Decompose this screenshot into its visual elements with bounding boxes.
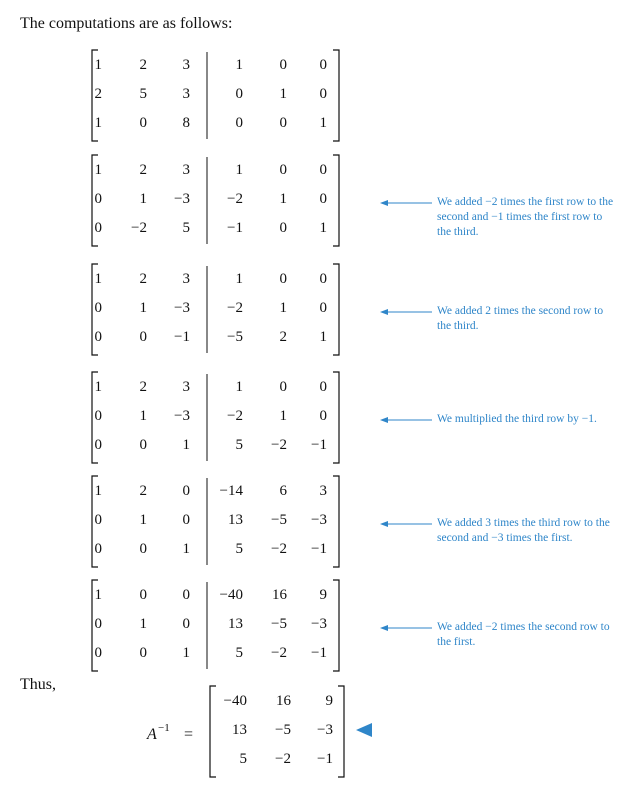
right-bracket — [333, 580, 339, 671]
annotation-text: We added 2 times the second row to the third. — [437, 305, 604, 332]
matrix-entry: 2 — [139, 271, 147, 287]
matrix-entry: −1 — [311, 541, 327, 557]
matrix-entry: 0 — [139, 587, 147, 603]
augmented-matrix-6 — [95, 587, 328, 661]
matrix-entry: −40 — [219, 587, 243, 603]
matrix-entry: −3 — [174, 191, 190, 207]
matrix-entry: 0 — [94, 512, 102, 528]
annotation-arrow-head — [380, 521, 388, 527]
matrix-entry: −5 — [271, 616, 287, 632]
matrix-entry: −1 — [311, 437, 327, 453]
annotation-arrow-head — [380, 625, 388, 631]
matrix-entry: 1 — [94, 115, 102, 131]
matrix-entry: 0 — [94, 541, 102, 557]
matrix-entry: 0 — [139, 541, 147, 557]
annotation-text: We added 3 times the third row to the second and −3 times the first. — [437, 517, 610, 544]
matrix-entry: 2 — [279, 329, 287, 345]
matrix-entry: 5 — [182, 220, 190, 236]
matrix-entry: 2 — [139, 379, 147, 395]
matrix-entry: 5 — [235, 541, 243, 557]
matrix-entry: 2 — [139, 57, 147, 73]
matrix-entry: −2 — [227, 300, 243, 316]
annotation-text: We added −2 times the first row to the second and −1 times the first row to the third. — [437, 196, 614, 238]
matrix-entry: 1 — [139, 191, 147, 207]
augmented-matrix-3 — [95, 271, 328, 345]
matrix-entry: 8 — [182, 115, 190, 131]
matrix-entry: 0 — [182, 512, 190, 528]
matrix-entry: 0 — [94, 437, 102, 453]
matrix-entry: 0 — [319, 57, 327, 73]
annotation-text: We added −2 times the second row to the first. — [437, 621, 610, 648]
matrix-entry: 5 — [235, 437, 243, 453]
matrix-entry: 0 — [279, 57, 287, 73]
matrix-entry: −1 — [317, 751, 333, 767]
matrix-entry: 16 — [276, 693, 291, 709]
matrix-entry: 0 — [139, 437, 147, 453]
matrix-entry: −3 — [311, 512, 327, 528]
equals-sign: = — [184, 726, 194, 743]
matrix-entry: 0 — [94, 191, 102, 207]
matrix-entry: 5 — [235, 645, 243, 661]
right-bracket — [333, 155, 339, 246]
matrix-entry: 0 — [319, 191, 327, 207]
matrix-entry: 1 — [319, 220, 327, 236]
matrix-entry: −3 — [311, 616, 327, 632]
right-bracket — [333, 264, 339, 355]
matrix-entry: −5 — [271, 512, 287, 528]
matrix-entry: −2 — [227, 408, 243, 424]
matrix-entry: 1 — [94, 379, 102, 395]
matrix-entry: 1 — [139, 300, 147, 316]
matrix-entry: 0 — [279, 220, 287, 236]
matrix-entry: 1 — [279, 300, 287, 316]
matrix-entry: 13 — [228, 616, 243, 632]
matrix-entry: 0 — [182, 483, 190, 499]
matrix-entry: −2 — [271, 437, 287, 453]
matrix-entry: 3 — [182, 57, 190, 73]
matrix-entry: 1 — [279, 408, 287, 424]
matrix-entry: 0 — [319, 300, 327, 316]
matrix-entry: 0 — [94, 616, 102, 632]
matrix-entry: 1 — [319, 329, 327, 345]
matrix-entry: 0 — [139, 645, 147, 661]
matrix-entry: 5 — [239, 751, 247, 767]
matrix-entry: 0 — [319, 271, 327, 287]
right-bracket — [333, 50, 339, 141]
matrix-entry: 0 — [279, 379, 287, 395]
matrix-entry: 1 — [235, 162, 243, 178]
inverse-label: A — [147, 726, 157, 743]
matrix-entry: 0 — [235, 115, 243, 131]
matrix-entry: −3 — [174, 408, 190, 424]
matrix-entry: −40 — [223, 693, 247, 709]
matrix-entry: 1 — [139, 512, 147, 528]
matrix-entry: 3 — [182, 86, 190, 102]
matrix-entry: −3 — [174, 300, 190, 316]
matrix-entry: 1 — [235, 271, 243, 287]
matrix-entry: 3 — [319, 483, 327, 499]
annotation-arrow-head — [380, 417, 388, 423]
augmented-matrix-5 — [95, 483, 328, 557]
matrix-entry: −2 — [227, 191, 243, 207]
matrix-entry: 1 — [279, 86, 287, 102]
annotation-arrow-head — [380, 200, 388, 206]
matrix-entry: −1 — [174, 329, 190, 345]
matrix-entry: 1 — [94, 57, 102, 73]
matrix-entry: 0 — [182, 616, 190, 632]
matrix-entry: 3 — [182, 271, 190, 287]
matrix-entry: −5 — [275, 722, 291, 738]
matrix-entry: −14 — [219, 483, 243, 499]
matrix-entry: 0 — [279, 271, 287, 287]
matrix-entry: 1 — [235, 57, 243, 73]
matrix-entry: 1 — [235, 379, 243, 395]
matrix-entry: −2 — [271, 541, 287, 557]
augmented-matrix-1 — [95, 57, 328, 131]
matrix-entry: 0 — [94, 329, 102, 345]
matrix-entry: 1 — [279, 191, 287, 207]
intro-text: The computations are as follows: — [20, 15, 233, 32]
matrix-entry: 0 — [319, 162, 327, 178]
result-marker-icon — [356, 723, 372, 737]
matrix-entry: 1 — [182, 541, 190, 557]
right-bracket — [333, 372, 339, 463]
inverse-exponent: −1 — [158, 722, 170, 734]
matrix-entry: 1 — [94, 271, 102, 287]
matrix-entry: 1 — [94, 162, 102, 178]
augmented-matrix-4 — [95, 379, 328, 453]
matrix-entry: 9 — [319, 587, 327, 603]
matrix-entry: 2 — [139, 162, 147, 178]
matrix-entry: 0 — [235, 86, 243, 102]
matrix-entry: 1 — [139, 616, 147, 632]
matrix-entry: 2 — [94, 86, 102, 102]
matrix-entry: 3 — [182, 379, 190, 395]
matrix-entry: 0 — [94, 220, 102, 236]
annotation-text: We multiplied the third row by −1. — [437, 413, 597, 425]
inverse-matrix — [146, 693, 333, 767]
matrix-entry: 1 — [182, 645, 190, 661]
matrix-entry: 0 — [319, 86, 327, 102]
right-bracket — [338, 686, 344, 777]
annotation-arrow-head — [380, 309, 388, 315]
matrix-entry: 1 — [139, 408, 147, 424]
matrix-entry: −1 — [311, 645, 327, 661]
matrix-entry: −2 — [131, 220, 147, 236]
matrix-entry: 0 — [319, 379, 327, 395]
matrix-entry: 0 — [279, 115, 287, 131]
thus-text: Thus, — [20, 676, 56, 693]
matrix-entry: 0 — [94, 408, 102, 424]
matrix-entry: −5 — [227, 329, 243, 345]
matrix-entry: 3 — [182, 162, 190, 178]
matrix-entry: 0 — [94, 645, 102, 661]
matrix-entry: 0 — [319, 408, 327, 424]
matrix-entry: 1 — [94, 587, 102, 603]
matrix-entry: −3 — [317, 722, 333, 738]
right-bracket — [333, 476, 339, 567]
matrix-entry: 6 — [279, 483, 287, 499]
matrix-entry: 5 — [139, 86, 147, 102]
left-bracket — [210, 686, 216, 777]
matrix-entry: 1 — [319, 115, 327, 131]
matrix-entry: 16 — [272, 587, 287, 603]
matrix-entry: 2 — [139, 483, 147, 499]
matrix-entry: 0 — [279, 162, 287, 178]
matrix-entry: 0 — [139, 115, 147, 131]
matrix-entry: 0 — [94, 300, 102, 316]
matrix-entry: 13 — [228, 512, 243, 528]
matrix-entry: 1 — [94, 483, 102, 499]
matrix-entry: 9 — [325, 693, 333, 709]
matrix-entry: 1 — [182, 437, 190, 453]
augmented-matrix-2 — [95, 162, 328, 236]
matrix-entry: −2 — [275, 751, 291, 767]
matrix-entry: −2 — [271, 645, 287, 661]
matrix-entry: 0 — [182, 587, 190, 603]
matrix-entry: 13 — [232, 722, 247, 738]
matrix-entry: −1 — [227, 220, 243, 236]
matrix-entry: 0 — [139, 329, 147, 345]
